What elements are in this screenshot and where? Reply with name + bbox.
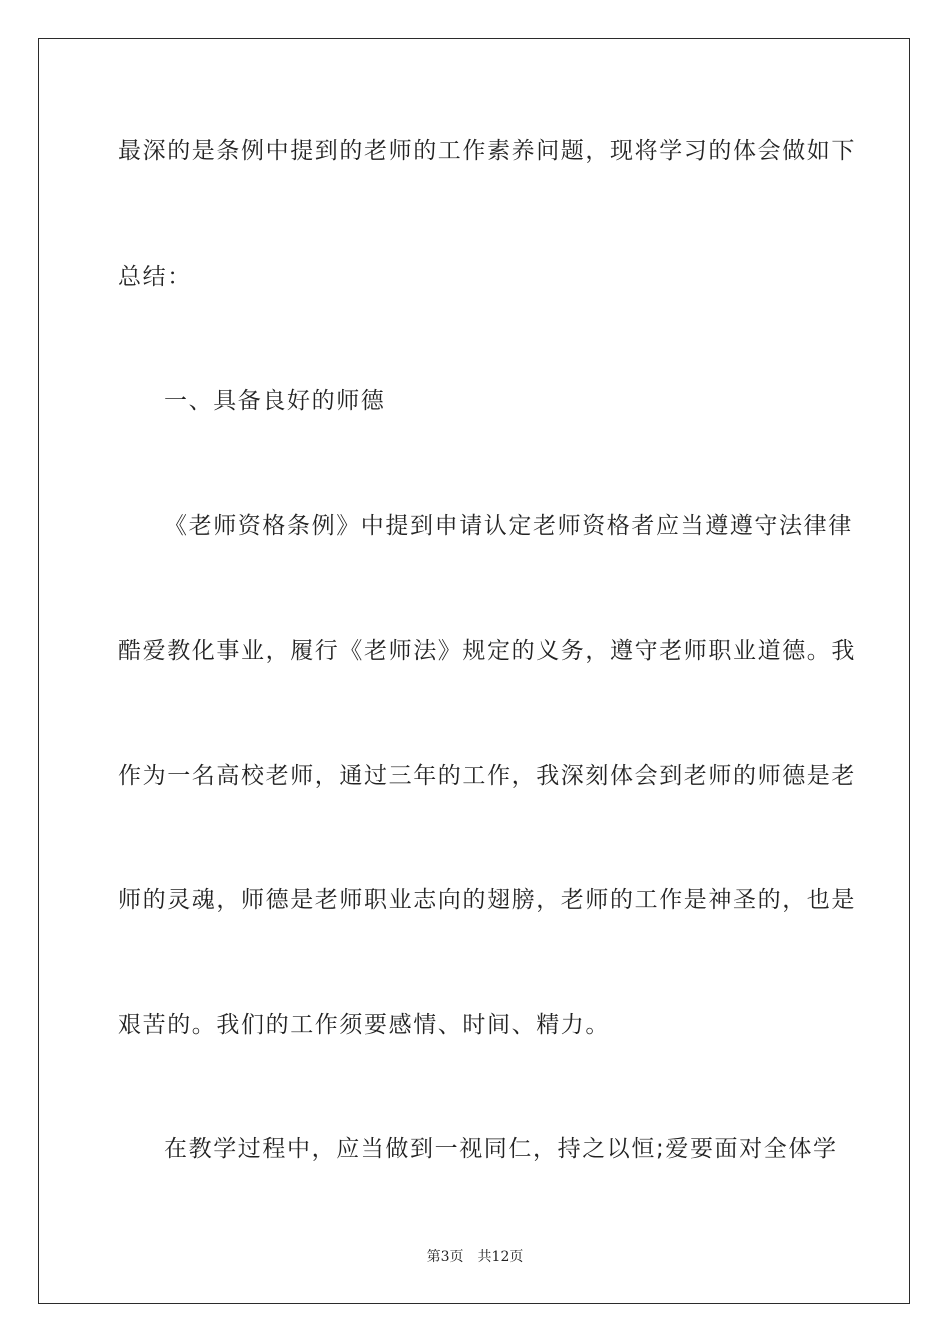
body-text-line: 作为一名高校老师，通过三年的工作，我深刻体会到老师的师德是老 — [118, 763, 856, 789]
body-text-line: 在教学过程中，应当做到一视同仁，持之以恒;爱要面对全体学 — [164, 1136, 838, 1162]
body-text-line: 师的灵魂，师德是老师职业志向的翅膀，老师的工作是神圣的，也是 — [118, 887, 856, 913]
page-total: 共12页 — [477, 1249, 524, 1265]
body-text-line: 《老师资格条例》中提到申请认定老师资格者应当遵遵守法律律 — [164, 513, 853, 539]
body-text-line: 总结： — [118, 264, 192, 290]
body-text-line: 酷爱教化事业，履行《老师法》规定的义务，遵守老师职业道德。我 — [118, 638, 856, 664]
body-text-line: 最深的是条例中提到的老师的工作素养问题，现将学习的体会做如下 — [118, 138, 856, 164]
page-footer — [0, 1248, 950, 1266]
section-heading: 一、具备良好的师德 — [164, 388, 386, 414]
page-number: 第3页 — [426, 1249, 464, 1265]
body-text-line: 艰苦的。我们的工作须要感情、时间、精力。 — [118, 1012, 610, 1038]
page-border — [38, 38, 910, 1304]
